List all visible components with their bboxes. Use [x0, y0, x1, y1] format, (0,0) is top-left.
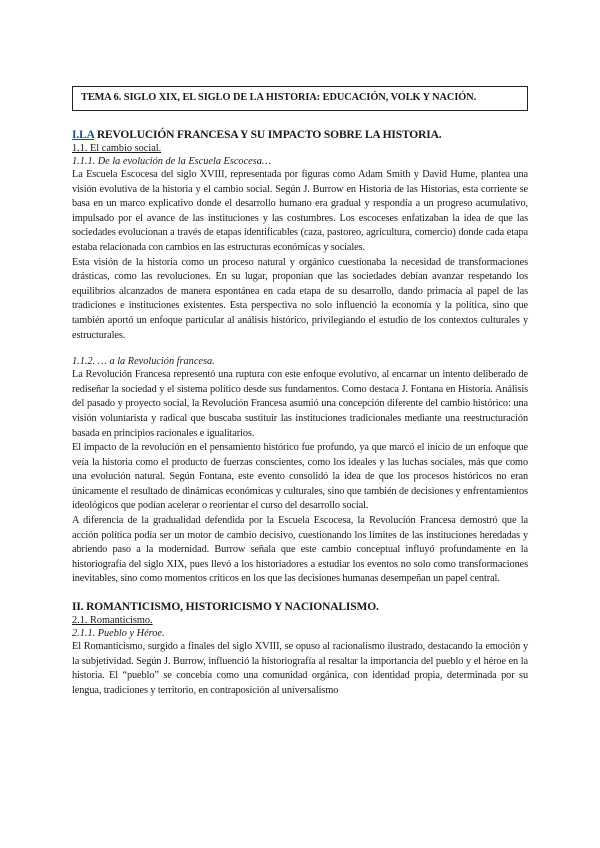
- paragraph: El Romanticismo, surgido a finales del siglo XVIII, se opuso al racionalismo ilustrado, destacando la emoción y la subjetividad. Según J. Burrow, influenció la historiografía al resaltar la importancia del pueblo y el héroe en la historia. El “pueblo” se concebía como una comunidad orgánica, con identidad propia, determinada por su lengua, tradiciones y territorio, en contraposición al universalismo: [72, 641, 528, 696]
- document-page: [72, 86, 528, 698]
- paragraph: Esta visión de la historia como un proceso natural y orgánico cuestionaba la necesidad de transformaciones drásticas, como las revoluciones. En su lugar, proponían que las sociedades debían avanzar respetando los equilibrios alcanzados de manera espontánea en cada etapa de su desarrollo, dando primacía al papel de las tradiciones e instituciones existentes. Esta perspectiva no solo influenció la economía y la política, sino que también aportó un enfoque particular al análisis histórico, privilegiando el estudio de los contextos culturales y estructurales.: [72, 256, 528, 341]
- paragraph: La Escuela Escocesa del siglo XVIII, representada por figuras como Adam Smith y David Hume, plantea una visión evolutiva de la historia y el cambio social. Según J. Burrow en Historia de las Historias, esta corriente se basa en un marco explicativo donde el desarrollo humano era gradual y respondía a un progreso acumulativo, impulsado por el avance de las instituciones y las costumbres. Los escoceses enfatizaban la idea de que las sociedades evolucionan a través de etapas identificables (caza, pastoreo, agricultura, comercio) donde cada etapa estaba relacionada con cambios en las estructuras económicas y sociales.: [72, 169, 528, 253]
- subsection-1-1-2: 1.1.2. … a la Revolución francesa.: [72, 356, 215, 368]
- section-1-heading-text: REVOLUCIÓN FRANCESA Y SU IMPACTO SOBRE LA HISTORIA.: [96, 129, 442, 141]
- section-2-heading: II. ROMANTICISMO, HISTORICISMO Y NACIONALISMO.: [72, 601, 379, 614]
- subsection-2-1-1: 2.1.1. Pueblo y Héroe.: [72, 628, 165, 640]
- section-1-number[interactable]: I.LA: [72, 129, 95, 141]
- subsection-1-1-1: 1.1.1. De la evolución de la Escuela Escocesa…: [72, 156, 272, 167]
- document-title: TEMA 6. SIGLO XIX, EL SIGLO DE LA HISTORIA: EDUCACIÓN, VOLK Y NACIÓN.: [72, 86, 528, 111]
- subsection-1-1: 1.1. El cambio social.: [72, 143, 162, 154]
- paragraph: La Revolución Francesa representó una ruptura con este enfoque evolutivo, al encarnar un intento deliberado de rediseñar la sociedad y el sistema político desde sus fundamentos. Como destaca J. Fontana en Historia. Análisis del pasado y proyecto social, la Revolución Francesa asumió una concepción diferente del cambio histórico: una visión voluntarista y radical que buscaba sustituir las instituciones tradicionales mediante una reestructuración basada en principios racionales e igualitarios.: [72, 369, 528, 439]
- section-1-heading: [72, 128, 528, 142]
- paragraph: A diferencia de la gradualidad defendida por la Escuela Escocesa, la Revolución Francesa demostró que la acción política podía ser un motor de cambio decisivo, cuestionando los límites de las instituciones heredadas y abriendo paso a la modernidad. Burrow señala que este cambio conceptual influyó profundamente en la historiografía del siglo XIX, pues llevó a los historiadores a estudiar los eventos no solo como transformaciones inevitables, sino como momentos críticos en los que las decisiones humanas desempeñan un papel central.: [72, 515, 528, 585]
- subsection-2-1: 2.1. Romanticismo.: [72, 615, 153, 627]
- paragraph: El impacto de la revolución en el pensamiento histórico fue profundo, ya que marcó el inicio de un enfoque que veía la historia como el producto de fuerzas conscientes, como los ideales y las luchas sociales, más que como una evolución natural. Según Fontana, este evento consolidó la idea de que los procesos históricos no eran únicamente el resultado de dinámicas económicas y culturales, sino que también de decisiones y enfrentamientos ideológicos que podían acelerar o reorientar el curso del desarrollo social.: [72, 442, 528, 512]
